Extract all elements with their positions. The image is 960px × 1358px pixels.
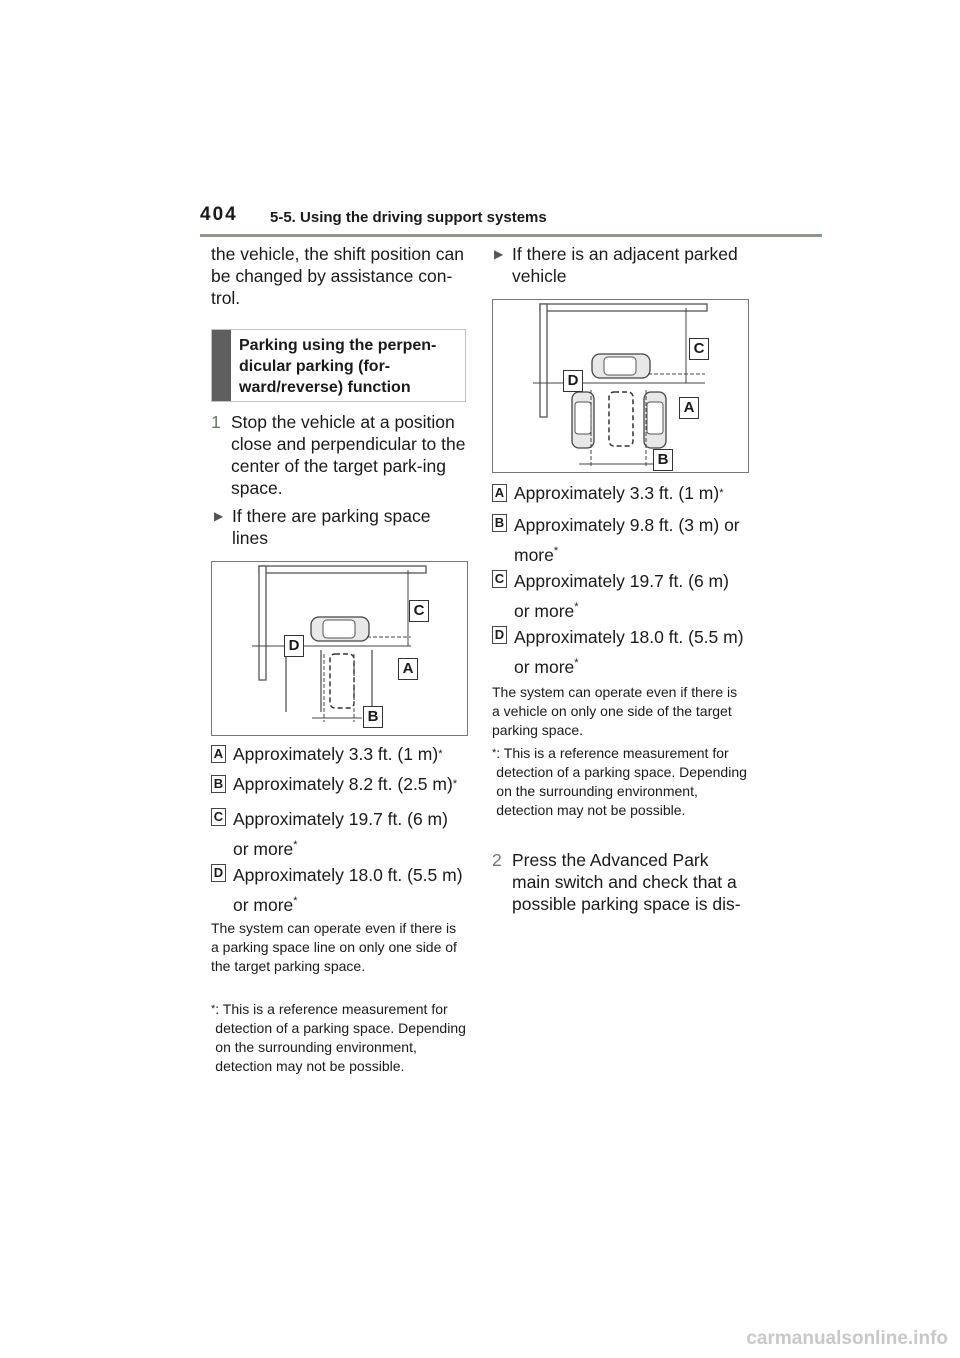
figure-label-a: A xyxy=(398,658,418,680)
footnote-star: * xyxy=(293,895,298,907)
figure-label-c: C xyxy=(409,600,429,622)
legend-letter: A xyxy=(211,745,226,763)
bullet-adjacent-vehicle xyxy=(494,243,754,287)
bullet-parking-lines xyxy=(214,505,464,549)
adjacent-vehicle-figure xyxy=(492,299,749,473)
legend-letter: C xyxy=(211,808,226,826)
footnote-star: * xyxy=(574,601,579,613)
car-icon xyxy=(592,354,650,378)
step-1 xyxy=(211,411,467,499)
legend-text: Approximately 19.7 ft. (6 m) or more xyxy=(514,571,729,621)
legend-a xyxy=(211,743,443,765)
car-icon xyxy=(311,617,369,641)
legend-text: Approximately 3.3 ft. (1 m) xyxy=(514,483,720,503)
footnote-star: * xyxy=(211,1003,216,1015)
step-2-number: 2 xyxy=(492,850,502,870)
legend-text: Approximately 3.3 ft. (1 m) xyxy=(233,744,439,764)
footnote-star: * xyxy=(438,748,443,760)
legend-a xyxy=(492,482,724,504)
footnote-star: * xyxy=(574,657,579,669)
section-heading-box xyxy=(211,329,466,402)
legend-letter: B xyxy=(492,514,507,532)
car-icon xyxy=(644,392,666,448)
footnote-star: * xyxy=(492,747,497,759)
section-heading: Parking using the perpen-dicular parking (for-ward/reverse) function xyxy=(239,337,437,396)
figure-label-b: B xyxy=(363,706,383,728)
watermark: carmanualsonline.info xyxy=(746,1328,948,1349)
footnote-star: * xyxy=(553,545,559,557)
figure-label-d: D xyxy=(284,635,304,657)
legend-letter: D xyxy=(211,864,226,882)
figure-label-b: B xyxy=(653,449,673,471)
legend-text: Approximately 18.0 ft. (5.5 m) or more xyxy=(233,865,463,915)
section-title: 5-5. Using the driving support systems xyxy=(270,209,547,226)
parking-lines-diagram xyxy=(212,562,467,735)
legend-c xyxy=(211,806,466,862)
step-1-text: Stop the vehicle at a position close and perpendicular to the center of the target park-ing space. xyxy=(231,412,466,498)
footnote-text: : This is a reference measurement for detection of a parking space. Depending on the surrounding environment, detection may not be possible. xyxy=(215,1001,466,1074)
adjacent-vehicle-diagram xyxy=(493,300,748,472)
step-2-text: Press the Advanced Park main switch and check that a possible parking space is dis- xyxy=(512,850,741,914)
footnote-right xyxy=(492,744,748,820)
legend-letter: D xyxy=(492,626,507,644)
footnote-star: * xyxy=(452,778,458,790)
step-1-number: 1 xyxy=(211,412,221,432)
bullet-adjacent-vehicle-text: If there is an adjacent parked vehicle xyxy=(512,244,738,286)
footnote-text: : This is a reference measurement for detection of a parking space. Depending on the surrounding environment, detection may not be possible. xyxy=(496,745,747,818)
intro-paragraph: the vehicle, the shift position can be changed by assistance con-trol. xyxy=(211,244,464,308)
legend-d xyxy=(211,862,466,918)
legend-d xyxy=(492,624,750,680)
heading-bar xyxy=(212,330,231,401)
legend-b xyxy=(492,512,750,568)
figure-label-d: D xyxy=(563,370,583,392)
footnote-left xyxy=(211,1000,467,1076)
header-rule xyxy=(200,234,822,237)
figure-label-a: A xyxy=(679,397,699,419)
legend-letter: A xyxy=(492,484,507,502)
legend-letter: B xyxy=(211,775,226,793)
footnote-star: * xyxy=(719,487,724,499)
step-2 xyxy=(492,849,750,915)
legend-text: Approximately 19.7 ft. (6 m) or more xyxy=(233,809,448,859)
note-parking-lines: The system can operate even if there is a parking space line on only one side of the target parking space. xyxy=(211,920,457,974)
legend-text: Approximately 9.8 ft. (3 m) or more xyxy=(514,515,740,565)
page-number: 404 xyxy=(200,204,238,225)
figure-label-c: C xyxy=(689,338,709,360)
legend-letter: C xyxy=(492,570,507,588)
legend-b xyxy=(211,773,457,795)
triangle-bullet-icon: ▶ xyxy=(494,247,504,261)
note-adjacent-vehicle: The system can operate even if there is a vehicle on only one side of the target parking space. xyxy=(492,684,738,738)
legend-text: Approximately 8.2 ft. (2.5 m) xyxy=(233,774,453,794)
footnote-star: * xyxy=(293,839,298,851)
triangle-bullet-icon: ▶ xyxy=(214,509,224,523)
parking-lines-figure xyxy=(211,561,468,736)
bullet-parking-lines-text: If there are parking space lines xyxy=(232,506,431,548)
legend-c xyxy=(492,568,750,624)
legend-text: Approximately 18.0 ft. (5.5 m) or more xyxy=(514,627,744,677)
